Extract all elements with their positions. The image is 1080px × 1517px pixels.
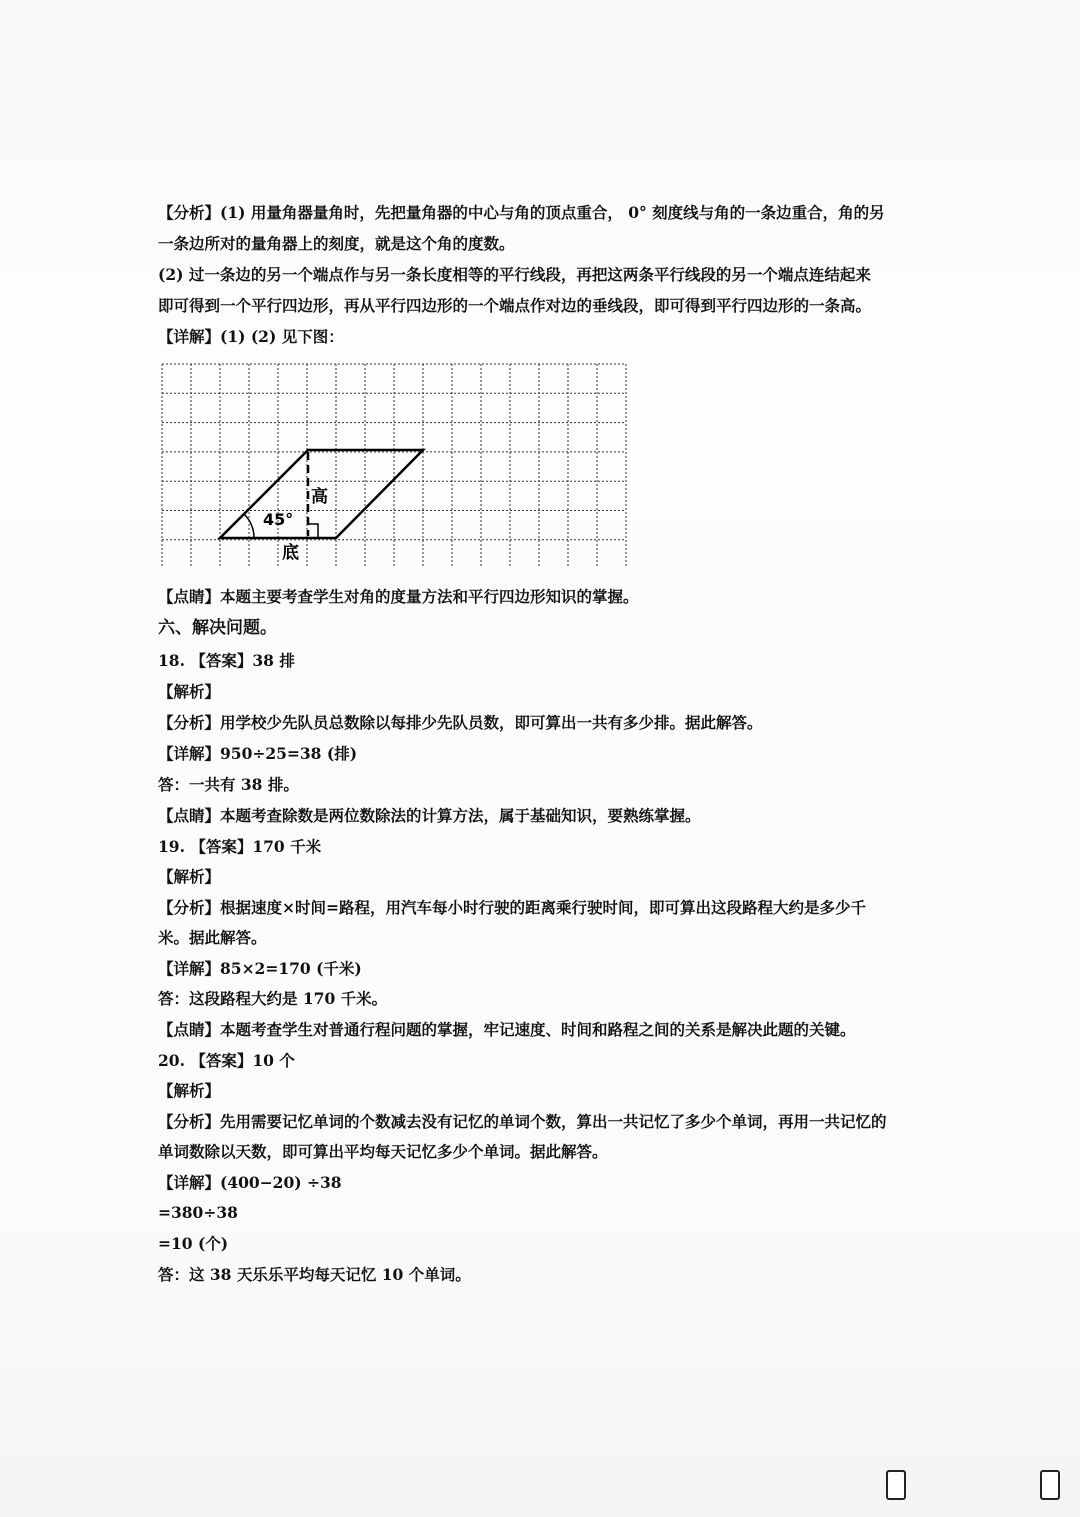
q20-reply: 答：这 38 天乐乐平均每天记忆 10 个单词。: [158, 1265, 471, 1284]
q18-answer: 18. 【答案】38 排: [158, 651, 295, 670]
analysis-line-3: (2) 过一条边的另一个端点作与另一条长度相等的平行线段，再把这两条平行线段的另一个端点连结起来: [158, 265, 871, 284]
q19-explanation-label: 【解析】: [158, 867, 221, 886]
q19-key-point: 【点睛】本题考查学生对普通行程问题的掌握，牢记速度、时间和路程之间的关系是解决此题的关键。: [158, 1020, 856, 1039]
q19-analysis-line-1: 【分析】根据速度×时间=路程，用汽车每小时行驶的距离乘行驶时间，即可算出这段路程大约是多少千: [158, 898, 866, 917]
q18-explanation-label: 【解析】: [158, 682, 221, 701]
q18-detail: 【详解】950÷25=38 (排): [158, 744, 358, 763]
parallelogram-grid-diagram: [160, 362, 628, 568]
q20-detail-line-3: =10 (个): [158, 1234, 229, 1253]
key-point-line: 【点睛】本题主要考查学生对角的度量方法和平行四边形知识的掌握。: [158, 587, 639, 606]
section-heading: 六、解决问题。: [158, 618, 277, 638]
bracket-right-icon: [1040, 1470, 1060, 1500]
q19-analysis-line-2: 米。据此解答。: [158, 928, 267, 947]
q20-analysis-line-1: 【分析】先用需要记忆单词的个数减去没有记忆的单词个数，算出一共记忆了多少个单词，再用一共记忆的: [158, 1112, 887, 1131]
base-label: 底: [282, 543, 299, 563]
q20-analysis-line-2: 单词数除以天数，即可算出平均每天记忆多少个单词。据此解答。: [158, 1142, 608, 1161]
analysis-line-4: 即可得到一个平行四边形，再从平行四边形的一个端点作对边的垂线段，即可得到平行四边形的一条高。: [158, 296, 872, 315]
q18-key-point: 【点睛】本题考查除数是两位数除法的计算方法，属于基础知识，要熟练掌握。: [158, 806, 701, 825]
right-angle-mark: [308, 524, 318, 538]
q18-analysis: 【分析】用学校少先队员总数除以每排少先队员数，即可算出一共有多少排。据此解答。: [158, 713, 763, 732]
q20-explanation-label: 【解析】: [158, 1081, 221, 1100]
bracket-left-icon: [886, 1470, 906, 1500]
q20-detail-line-2: =380÷38: [158, 1203, 238, 1222]
angle-label: 45°: [263, 510, 294, 529]
height-label: 高: [311, 487, 328, 507]
q18-reply: 答：一共有 38 排。: [158, 775, 299, 794]
q19-reply: 答：这段路程大约是 170 千米。: [158, 989, 388, 1008]
analysis-line-2: 一条边所对的量角器上的刻度，就是这个角的度数。: [158, 234, 515, 253]
q20-detail-line-1: 【详解】(400−20) ÷38: [158, 1173, 342, 1192]
q20-answer: 20. 【答案】10 个: [158, 1051, 295, 1070]
detail-line: 【详解】(1) (2) 见下图：: [158, 327, 344, 346]
q19-answer: 19. 【答案】170 千米: [158, 837, 322, 856]
q19-detail: 【详解】85×2=170 (千米): [158, 959, 362, 978]
analysis-line-1: 【分析】(1) 用量角器量角时，先把量角器的中心与角的顶点重合， 0° 刻度线与角的一条边重合，角的另: [158, 203, 885, 222]
